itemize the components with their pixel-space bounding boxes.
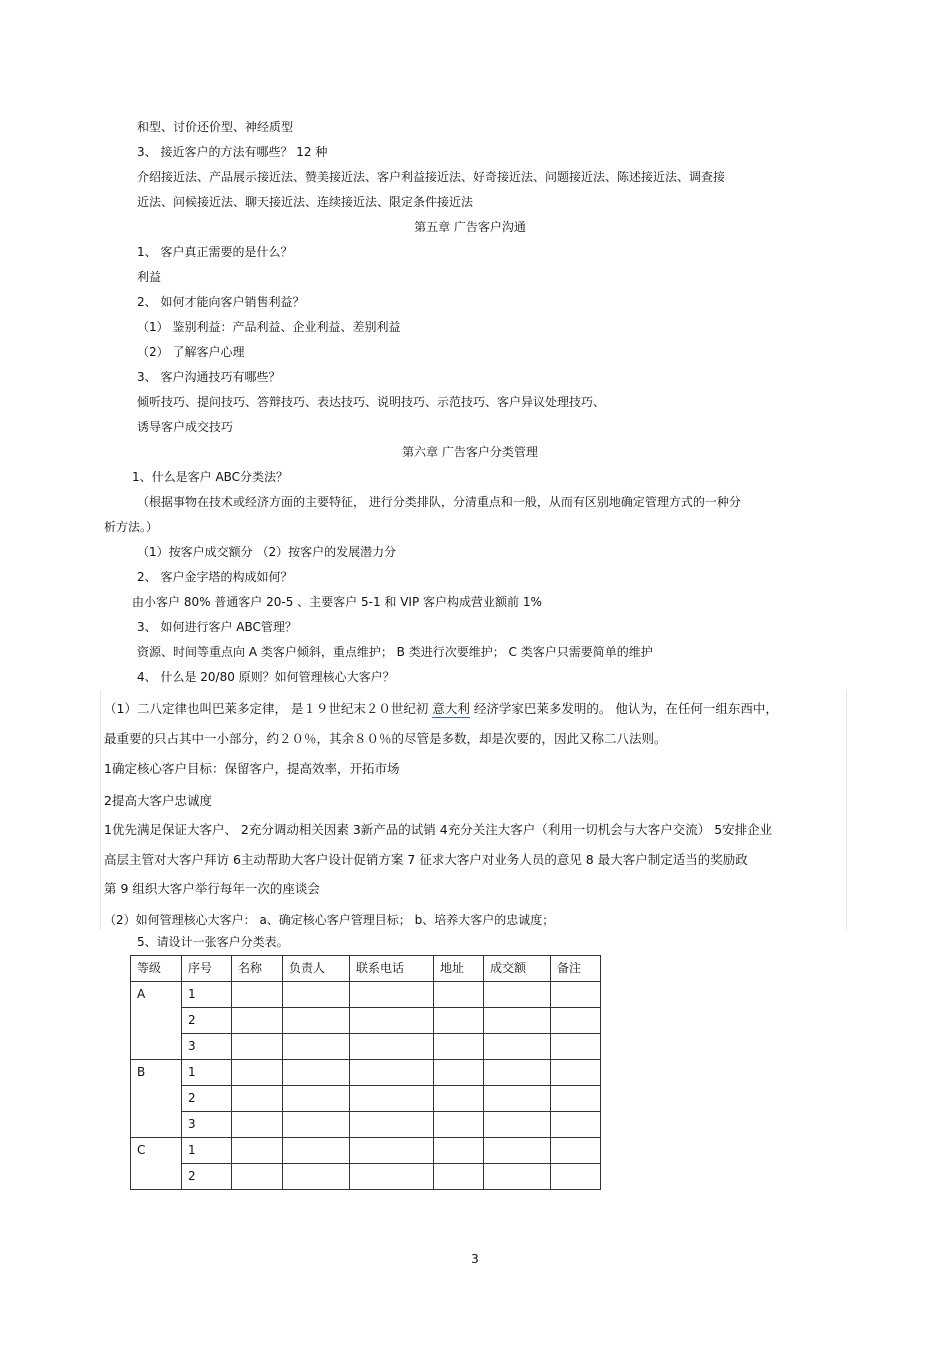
table-cell (283, 982, 350, 1008)
table-cell (232, 1138, 283, 1164)
table-cell (350, 1008, 434, 1034)
table-cell (484, 1034, 551, 1060)
table-cell (434, 1138, 484, 1164)
table-cell (232, 1086, 283, 1112)
question-line: 2、 客户金字塔的构成如何？ (137, 570, 293, 584)
table-cell (232, 1112, 283, 1138)
header-name: 名称 (232, 956, 283, 982)
header-phone: 联系电话 (350, 956, 434, 982)
table-cell (551, 1086, 601, 1112)
text-line: 倾听技巧、提问技巧、答辩技巧、表达技巧、说明技巧、示范技巧、客户异议处理技巧、 (137, 395, 606, 409)
chapter-heading: 第五章 广告客户沟通 (414, 220, 526, 234)
table-cell (434, 1112, 484, 1138)
number-cell: 2 (182, 1008, 232, 1034)
section-right-rule (846, 690, 847, 930)
table-cell (484, 1008, 551, 1034)
table-cell (434, 982, 484, 1008)
paragraph-pareto (104, 701, 778, 717)
question-line: 3、 接近客户的方法有哪些？ 12 种 (137, 145, 328, 159)
table-row (131, 1164, 601, 1190)
table-cell (551, 1060, 601, 1086)
text-line: 1优先满足保证大客户、 2充分调动相关因素 3新产品的试销 4充分关注大客户（利用一切机会与大客户交流） 5安排企业 (104, 822, 773, 837)
table-cell (484, 1112, 551, 1138)
table-cell (232, 1164, 283, 1190)
grade-cell: B (131, 1060, 182, 1138)
text-line: 诱导客户成交技巧 (137, 420, 234, 434)
text-line: （2） 了解客户心理 (137, 345, 245, 359)
table-cell (283, 1164, 350, 1190)
table-row (131, 1060, 601, 1086)
text-line: （1） 鉴别利益：产品利益、企业利益、差别利益 (137, 320, 401, 334)
number-cell: 2 (182, 1086, 232, 1112)
text-line: 最重要的只占其中一小部分，约２０％，其余８０％的尽管是多数，却是次要的，因此又称二八法则。 (104, 731, 667, 746)
header-notes: 备注 (551, 956, 601, 982)
table-cell (434, 1164, 484, 1190)
italy-link[interactable]: 意大利 (432, 701, 470, 716)
table-cell (350, 1112, 434, 1138)
text-line: 近法、问候接近法、聊天接近法、连续接近法、限定条件接近法 (137, 195, 474, 209)
table-cell (350, 1060, 434, 1086)
pareto-text-start: （1）二八定律也叫巴莱多定律， 是１９世纪末２０世纪初 (104, 701, 433, 716)
table-cell (434, 1086, 484, 1112)
text-line: （1）按客户成交额分 （2）按客户的发展潜力分 (137, 545, 397, 559)
text-line: （2）如何管理核心大客户： a、确定核心客户管理目标； b、培养大客户的忠诚度； (104, 913, 555, 927)
text-line: 第 9 组织大客户举行每年一次的座谈会 (104, 881, 320, 896)
table-cell (283, 1034, 350, 1060)
table-header-row (131, 956, 601, 982)
grade-cell: A (131, 982, 182, 1060)
table-cell (484, 982, 551, 1008)
text-line: 和型、讨价还价型、神经质型 (137, 120, 294, 134)
table-cell (551, 1112, 601, 1138)
question-line: 3、 如何进行客户 ABC管理？ (137, 620, 297, 634)
number-cell: 1 (182, 1060, 232, 1086)
text-line: 介绍接近法、产品展示接近法、赞美接近法、客户利益接近法、好奇接近法、问题接近法、陈述接近法、调查接 (137, 170, 726, 184)
header-grade: 等级 (131, 956, 182, 982)
table-cell (434, 1008, 484, 1034)
table-row (131, 1008, 601, 1034)
header-sales: 成交额 (484, 956, 551, 982)
pareto-text-end: 经济学家巴莱多发明的。 他认为，在任何一组东西中， (469, 701, 778, 716)
table-cell (232, 1034, 283, 1060)
table-row (131, 1034, 601, 1060)
text-line: 由小客户 80% 普通客户 20-5 、主要客户 5-1 和 VIP 客户构成营业额前 1% (132, 595, 542, 609)
number-cell: 1 (182, 982, 232, 1008)
table-cell (350, 1034, 434, 1060)
table-cell (484, 1060, 551, 1086)
number-cell: 1 (182, 1138, 232, 1164)
table-cell (350, 982, 434, 1008)
table-cell (350, 1164, 434, 1190)
table-cell (551, 1008, 601, 1034)
question-line: 1、 客户真正需要的是什么？ (137, 245, 293, 259)
table-cell (434, 1034, 484, 1060)
chapter-heading: 第六章 广告客户分类管理 (402, 445, 538, 459)
header-number: 序号 (182, 956, 232, 982)
table-cell (283, 1086, 350, 1112)
table-cell (283, 1112, 350, 1138)
table-cell (551, 1164, 601, 1190)
header-address: 地址 (434, 956, 484, 982)
table-cell (551, 1138, 601, 1164)
text-line: 析方法。） (104, 520, 159, 534)
question-line: 4、 什么是 20/80 原则？如何管理核心大客户？ (137, 670, 395, 684)
number-cell: 3 (182, 1112, 232, 1138)
table-cell (484, 1164, 551, 1190)
table-cell (283, 1060, 350, 1086)
section-left-rule (100, 690, 101, 930)
question-line: 5、请设计一张客户分类表。 (137, 935, 289, 949)
customer-classification-table (130, 955, 601, 1190)
page-number: 3 (471, 1252, 479, 1266)
table-row (131, 1086, 601, 1112)
table-cell (232, 1008, 283, 1034)
table-cell (434, 1060, 484, 1086)
table-row (131, 982, 601, 1008)
table-cell (551, 1034, 601, 1060)
table-cell (232, 982, 283, 1008)
number-cell: 3 (182, 1034, 232, 1060)
table-cell (350, 1138, 434, 1164)
grade-cell: C (131, 1138, 182, 1190)
question-line: 3、 客户沟通技巧有哪些？ (137, 370, 281, 384)
table-cell (484, 1138, 551, 1164)
table-cell (551, 982, 601, 1008)
text-line: 高层主管对大客户拜访 6主动帮助大客户设计促销方案 7 征求大客户对业务人员的意见 8 最大客户制定适当的奖励政 (104, 852, 748, 867)
question-line: 1、什么是客户 ABC分类法？ (132, 470, 289, 484)
text-line: 2提高大客户忠诚度 (104, 793, 212, 808)
question-line: 2、 如何才能向客户销售利益？ (137, 295, 305, 309)
table-row (131, 1138, 601, 1164)
table-cell (232, 1060, 283, 1086)
text-line: 1确定核心客户目标：保留客户，提高效率，开拓市场 (104, 761, 400, 776)
table-cell (350, 1086, 434, 1112)
text-line: （根据事物在技术或经济方面的主要特征， 进行分类排队，分清重点和一般，从而有区别地确定管理方式的一种分 (137, 495, 741, 509)
table-cell (283, 1138, 350, 1164)
table-cell (484, 1086, 551, 1112)
text-line: 资源、时间等重点向 A 类客户倾斜，重点维护； B 类进行次要维护； C 类客户只需要简单的维护 (137, 645, 653, 659)
text-line: 利益 (137, 270, 162, 284)
number-cell: 2 (182, 1164, 232, 1190)
table-row (131, 1112, 601, 1138)
table-cell (283, 1008, 350, 1034)
header-manager: 负责人 (283, 956, 350, 982)
